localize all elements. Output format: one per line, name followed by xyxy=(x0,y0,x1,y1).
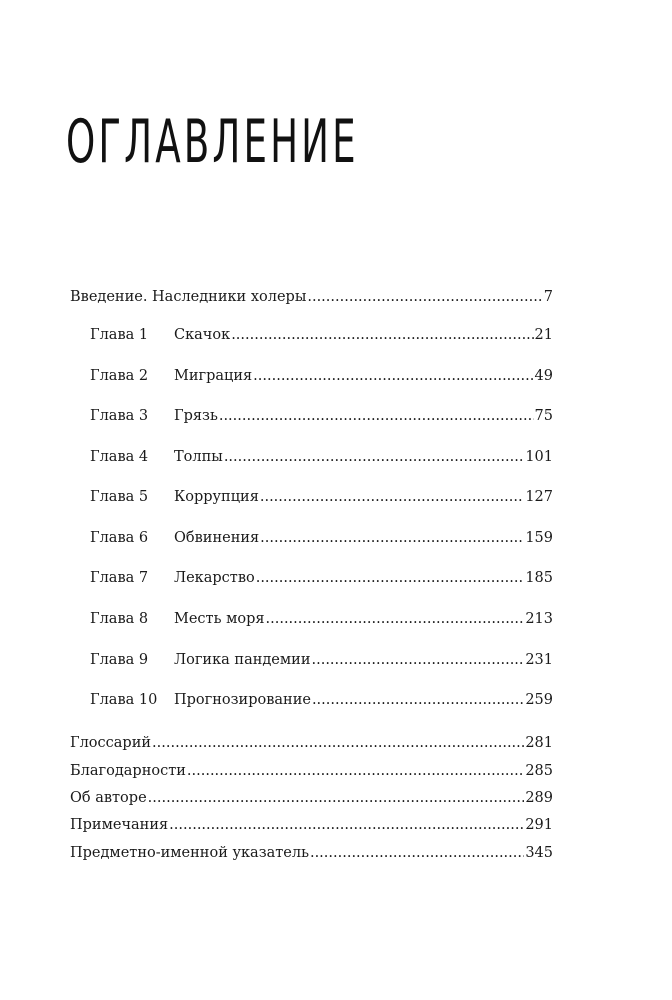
toc-entry-chapter[interactable] xyxy=(90,528,553,548)
toc-entry-label: Логика пандемии xyxy=(174,652,311,668)
toc-entry-label: Об авторе xyxy=(70,790,147,806)
toc-page-number: 213 xyxy=(525,611,553,627)
toc-entry-label: Примечания xyxy=(70,817,169,833)
toc-entry-chapter[interactable] xyxy=(90,406,553,426)
toc-entry-label: Благодарности xyxy=(70,763,186,779)
toc-entry-label: Толпы xyxy=(174,449,223,465)
toc-entry-label: Месть моря xyxy=(174,611,265,627)
toc-entry-label: Грязь xyxy=(174,408,218,424)
toc-page-number: 281 xyxy=(525,735,553,751)
toc-entry-chapter[interactable] xyxy=(90,447,553,467)
toc-page-number: 285 xyxy=(525,763,553,779)
toc-entry-label: Скачок xyxy=(174,327,231,343)
toc-page-number: 75 xyxy=(534,408,553,424)
dot-leader xyxy=(266,609,525,629)
toc-page-number: 7 xyxy=(543,289,553,305)
toc-entry-back-matter[interactable] xyxy=(70,843,553,863)
toc-entry-chapter[interactable] xyxy=(90,609,553,629)
dot-leader xyxy=(260,487,524,507)
toc-entry-back-matter[interactable] xyxy=(70,788,553,808)
toc-entry-chapter[interactable] xyxy=(90,650,553,670)
toc-entry-chapter[interactable] xyxy=(90,366,553,386)
toc-page-number: 49 xyxy=(534,368,553,384)
dot-leader xyxy=(312,650,525,670)
dot-leader xyxy=(312,690,524,710)
chapter-number: Глава 1 xyxy=(90,327,149,343)
dot-leader xyxy=(148,788,525,808)
toc-page-number: 127 xyxy=(525,489,553,505)
dot-leader xyxy=(224,447,524,467)
page-title: ОГЛАВЛЕНИЕ xyxy=(66,107,359,177)
dot-leader xyxy=(310,843,524,863)
toc-entry-label: Коррупция xyxy=(174,489,259,505)
toc-page-number: 21 xyxy=(534,327,553,343)
toc-page-number: 259 xyxy=(525,692,553,708)
dot-leader xyxy=(256,568,525,588)
toc-entry-label: Прогнозирование xyxy=(174,692,311,708)
toc-page-number: 159 xyxy=(525,530,553,546)
toc-entry-label: Глоссарий xyxy=(70,735,152,751)
dot-leader xyxy=(169,815,524,835)
dot-leader xyxy=(260,528,524,548)
toc-entry-back-matter[interactable] xyxy=(70,733,553,753)
chapter-number: Глава 8 xyxy=(90,611,149,627)
dot-leader xyxy=(152,733,524,753)
toc-page-number: 291 xyxy=(525,817,553,833)
toc-page-number: 185 xyxy=(525,570,553,586)
chapter-number: Глава 6 xyxy=(90,530,149,546)
chapter-number: Глава 3 xyxy=(90,408,149,424)
toc-entry-back-matter[interactable] xyxy=(70,761,553,781)
toc-entry-chapter[interactable] xyxy=(90,690,553,710)
toc-entry-intro[interactable] xyxy=(70,287,553,307)
toc-entry-label: Лекарство xyxy=(174,570,255,586)
toc-entry-label: Предметно-именной указатель xyxy=(70,845,309,861)
toc-entry-chapter[interactable] xyxy=(90,568,553,588)
chapter-number: Глава 7 xyxy=(90,570,149,586)
toc-entry-label: Миграция xyxy=(174,368,253,384)
dot-leader xyxy=(219,406,534,426)
toc-entry-label: Обвинения xyxy=(174,530,260,546)
toc-entry-back-matter[interactable] xyxy=(70,815,553,835)
toc-entry-chapter[interactable] xyxy=(90,325,553,345)
dot-leader xyxy=(187,761,524,781)
toc-page-number: 289 xyxy=(525,790,553,806)
chapter-number: Глава 10 xyxy=(90,692,158,708)
chapter-number: Глава 4 xyxy=(90,449,149,465)
toc-entry-label: Введение. Наследники холеры xyxy=(70,289,307,305)
toc-entry-chapter[interactable] xyxy=(90,487,553,507)
chapter-number: Глава 2 xyxy=(90,368,149,384)
chapter-number: Глава 9 xyxy=(90,652,149,668)
dot-leader xyxy=(307,287,542,307)
toc-page-number: 231 xyxy=(525,652,553,668)
toc-page-number: 345 xyxy=(525,845,553,861)
dot-leader xyxy=(253,366,533,386)
chapter-number: Глава 5 xyxy=(90,489,149,505)
dot-leader xyxy=(231,325,533,345)
toc-page-number: 101 xyxy=(525,449,553,465)
